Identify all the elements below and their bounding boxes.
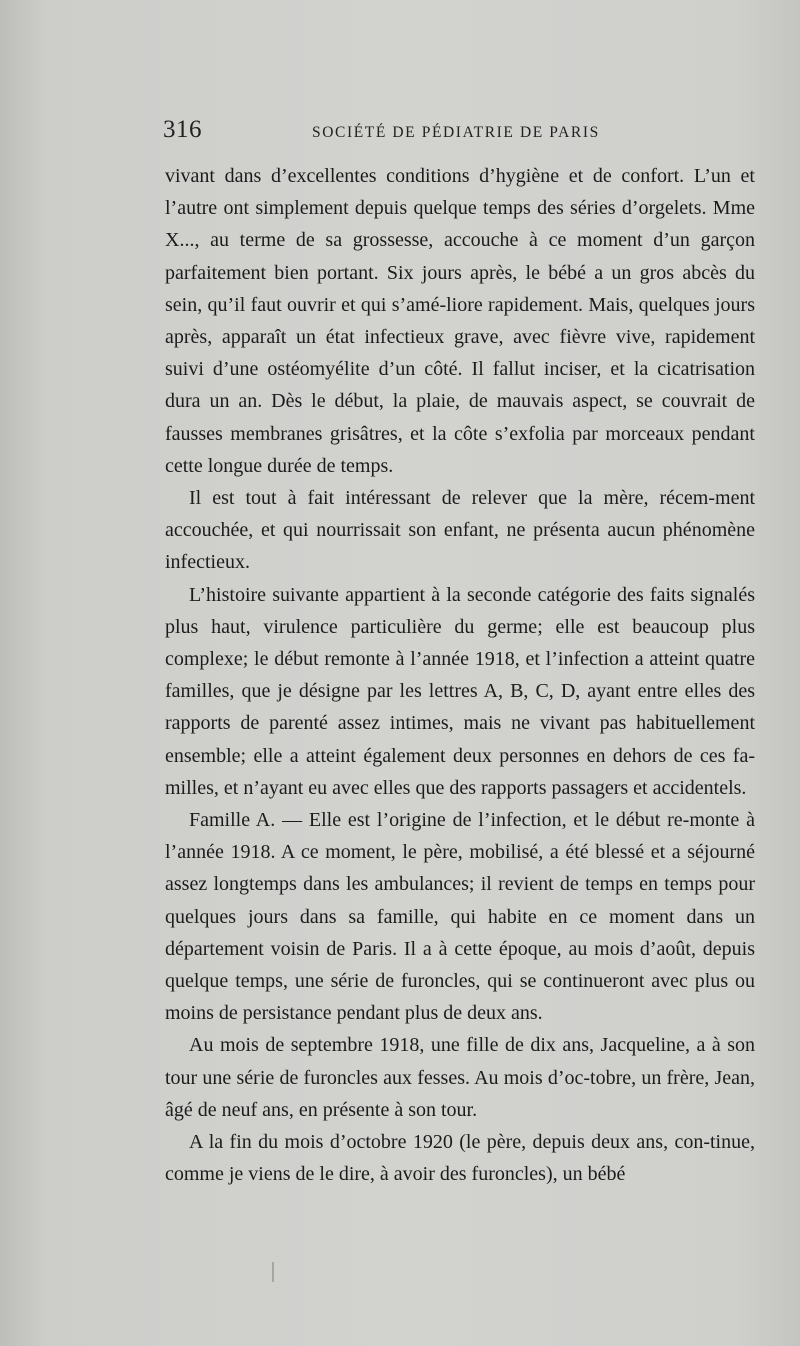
print-mark <box>272 1262 274 1282</box>
running-title: SOCIÉTÉ DE PÉDIATRIE DE PARIS <box>312 124 600 141</box>
paragraph: vivant dans d’excellentes conditions d’hygiène et de confort. L’un et l’autre ont simplement depuis quelque temps des séries d’orgelets. Mme X..., au terme de sa grossesse, accouche à ce moment d’un garçon parfaitement bien portant. Six jours après, le bébé a un gros abcès du sein, qu’il faut ouvrir et qui s’amé-liore rapidement. Mais, quelques jours après, apparaît un état infectieux grave, avec fièvre vive, rapidement suivi d’une ostéomyélite d’un côté. Il fallut inciser, et la cicatrisation dura un an. Dès le début, la plaie, de mauvais aspect, se couvrait de fausses membranes grisâtres, et la côte s’exfolia par morceaux pendant cette longue durée de temps. <box>165 165 755 477</box>
body-text <box>165 160 755 1191</box>
page-header <box>163 116 763 150</box>
paragraph: Il est tout à fait intéressant de relever que la mère, récem-ment accouchée, et qui nourrissait son enfant, ne présenta aucun phénomène infectieux. <box>165 487 755 574</box>
paragraph: L’histoire suivante appartient à la seconde catégorie des faits signalés plus haut, virulence particulière du germe; elle est beaucoup plus complexe; le début remonte à l’année 1918, et l’infection a atteint quatre familles, que je désigne par les lettres A, B, C, D, ayant entre elles des rapports de parenté assez intimes, mais ne vivant pas habituellement ensemble; elle a atteint également deux personnes en dehors de ces fa-milles, et n’ayant eu avec elles que des rapports passagers et accidentels. <box>165 583 755 799</box>
paragraph: Au mois de septembre 1918, une fille de dix ans, Jacqueline, a à son tour une série de furoncles aux fesses. Au mois d’oc-tobre, un frère, Jean, âgé de neuf ans, en présente à son tour. <box>165 1034 755 1121</box>
paragraph: Famille A. — Elle est l’origine de l’infection, et le début re-monte à l’année 1918. A ce moment, le père, mobilisé, a été blessé et a séjourné assez longtemps dans les ambulances; il revient de temps en temps pour quelques jours dans sa famille, qui habite en ce moment dans un département voisin de Paris. Il a à cette époque, au mois d’août, depuis quelque temps, une série de furoncles, qui se continueront avec plus ou moins de persistance pendant plus de deux ans. <box>165 809 755 1025</box>
page-number: 316 <box>163 116 202 143</box>
paragraph: A la fin du mois d’octobre 1920 (le père, depuis deux ans, con-tinue, comme je viens de le dire, à avoir des furoncles), un bébé <box>165 1131 755 1186</box>
